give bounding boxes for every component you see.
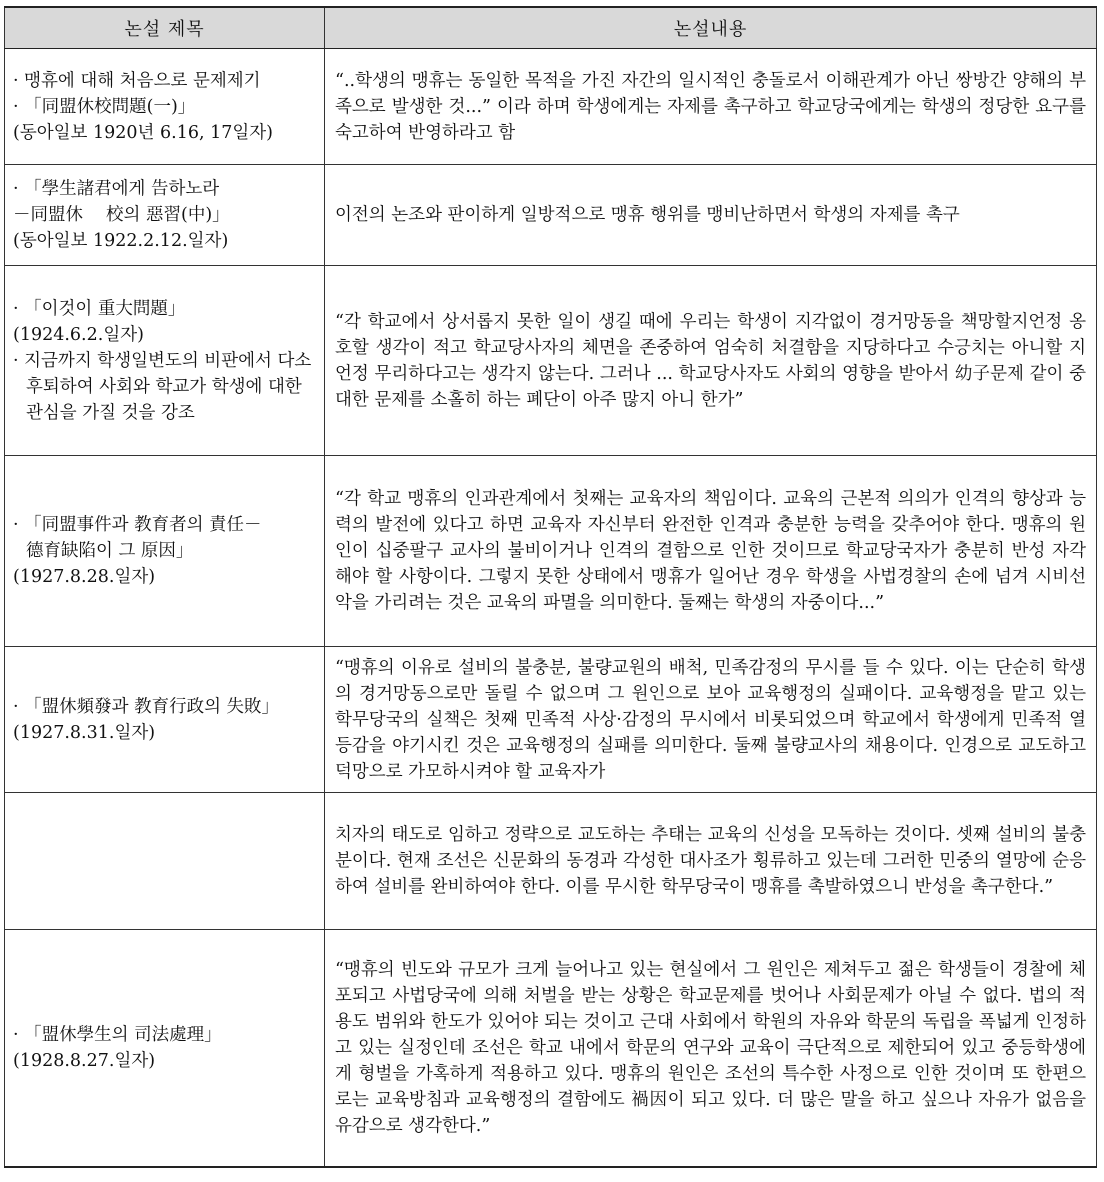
- editorial-title-cell: [5, 165, 325, 266]
- title-line: · 「盟休頻發과 教育行政의 失敗」: [13, 696, 280, 717]
- table-row: [5, 165, 1097, 266]
- title-line: · 「이것이 重大問題」: [13, 298, 186, 319]
- title-date-line: (동아일보 1920년 6.16, 17일자): [13, 122, 274, 143]
- title-line: · 「同盟事件과 教育者의 責任－德育缺陷이 그 原因」: [13, 515, 262, 561]
- title-line: · 「同盟休校問題(一)」: [13, 96, 196, 117]
- header-editorial-content: 논설내용: [325, 7, 1097, 49]
- title-date-line: (동아일보 1922.2.12.일자): [13, 231, 229, 251]
- title-note-line: · 지금까지 학생일변도의 비판에서 다소 후퇴하여 사회와 학교가 학생에 대한 관심을 가질 것을 강조: [13, 350, 312, 423]
- title-date-line: (1927.8.28.일자): [13, 567, 156, 587]
- header-editorial-title: 논설 제목: [5, 7, 325, 49]
- title-line: · 맹휴에 대해 처음으로 문제제기: [13, 70, 261, 91]
- table-row: [5, 647, 1097, 793]
- title-date-line: (1927.8.31.일자): [13, 722, 156, 743]
- editorial-content-cell: “각 학교에서 상서롭지 못한 일이 생길 때에 우리는 학생이 지각없이 경거망동을 책망할지언정 옹호할 생각이 적고 학교당사자의 체면을 존중하여 엄숙히 처결함을 지당하다고 수긍치는 아니할 지언정 무리하다고는 생각지 않는다. 그러나 ... 학교당사자도 사회의 영향을 받아서 幼子문제 같이 중대한 문제를 소홀히 하는 폐단이 아주 많지 아니 한가”: [325, 266, 1097, 456]
- editorial-title-cell: [5, 49, 325, 165]
- editorial-content-cell: 이전의 논조와 판이하게 일방적으로 맹휴 행위를 맹비난하면서 학생의 자제를 촉구: [325, 165, 1097, 266]
- title-line: · 「學生諸君에게 告하노라: [13, 179, 220, 199]
- editorial-title-cell: [5, 266, 325, 456]
- editorial-content-cell: “맹휴의 이유로 설비의 불충분, 불량교원의 배척, 민족감정의 무시를 들 수 있다. 이는 단순히 학생의 경거망동으로만 돌릴 수 없으며 그 원인으로 보아 교육행정의 실패이다. 교육행정을 맡고 있는 학무당국의 실책은 첫째 민족적 사상·감정의 무시에서 비롯되었으며 학교에서 학생에게 민족적 열등감을 야기시킨 것은 교육행정의 실패를 의미한다. 둘째 불량교사의 채용이다. 인경으로 교도하고 덕망으로 가모하시켜야 할 교육자가: [325, 647, 1097, 793]
- table-row: [5, 456, 1097, 647]
- table-header: [5, 7, 1097, 49]
- editorial-content-cell: “..학생의 맹휴는 동일한 목적을 가진 자간의 일시적인 충돌로서 이해관계가 아닌 쌍방간 양해의 부족으로 발생한 것...” 이라 하며 학생에게는 자제를 촉구하고 학교당국에게는 학생의 정당한 요구를 숙고하여 반영하라고 함: [325, 49, 1097, 165]
- title-date-line: (1924.6.2.일자): [13, 324, 144, 345]
- title-line: －同盟休 校의 惡習(中)」: [13, 205, 230, 225]
- editorial-title-cell-empty: [5, 793, 325, 930]
- title-date-line: (1928.8.27.일자): [13, 1051, 156, 1071]
- editorial-content-cell: 치자의 태도로 임하고 정략으로 교도하는 추태는 교육의 신성을 모독하는 것이다. 셋째 설비의 불충분이다. 현재 조선은 신문화의 동경과 각성한 대사조가 횡류하고 있는데 그러한 민중의 열망에 순응하여 설비를 완비하여야 한다. 이를 무시한 학무당국이 맹휴를 촉발하였으니 반성을 촉구한다.”: [325, 793, 1097, 930]
- editorial-title-cell: [5, 647, 325, 793]
- title-line: · 「盟休學生의 司法處理」: [13, 1025, 222, 1045]
- editorial-content-cell: “각 학교 맹휴의 인과관계에서 첫째는 교육자의 책임이다. 교육의 근본적 의의가 인격의 향상과 능력의 발전에 있다고 하면 교육자 자신부터 완전한 인격과 충분한 능력을 갖추어야 한다. 맹휴의 원인이 십중팔구 교사의 불비이거나 인격의 결함으로 인한 것이므로 학교당국자가 충분히 반성 자각해야 할 사항이다. 그렇지 못한 상태에서 맹휴가 일어난 경우 학생을 사법경찰의 손에 넘겨 시비선악을 가리려는 것은 교육의 파멸을 의미한다. 둘째는 학생의 자중이다...”: [325, 456, 1097, 647]
- editorial-title-cell: [5, 930, 325, 1168]
- editorial-content-cell: “맹휴의 빈도와 규모가 크게 늘어나고 있는 현실에서 그 원인은 제쳐두고 젊은 학생들이 경찰에 체포되고 사법당국에 의해 처벌을 받는 상황은 학교문제를 벗어나 사회문제가 아닐 수 없다. 법의 적용도 범위와 한도가 있어야 되는 것이고 근대 사회에서 학원의 자유와 학문의 독립을 폭넓게 인정하고 있는 실정인데 조선은 학교 내에서 학문의 연구와 교육이 극단적으로 제한되어 있고 중등학생에게 형벌을 가혹하게 적용하고 있다. 맹휴의 원인은 조선의 특수한 사정으로 인한 것이며 또 한편으로는 교육방침과 교육행정의 결함에도 禍因이 되고 있다. 더 많은 말을 하고 싶으나 자유가 없음을 유감으로 생각한다.”: [325, 930, 1097, 1168]
- editorial-title-cell: [5, 456, 325, 647]
- editorial-table: [4, 6, 1097, 1168]
- table-row: [5, 49, 1097, 165]
- editorial-table-container: [4, 6, 1096, 1168]
- header-row: [5, 7, 1097, 49]
- table-row: [5, 930, 1097, 1168]
- table-body: [5, 49, 1097, 1168]
- table-row: [5, 266, 1097, 456]
- table-row: [5, 793, 1097, 930]
